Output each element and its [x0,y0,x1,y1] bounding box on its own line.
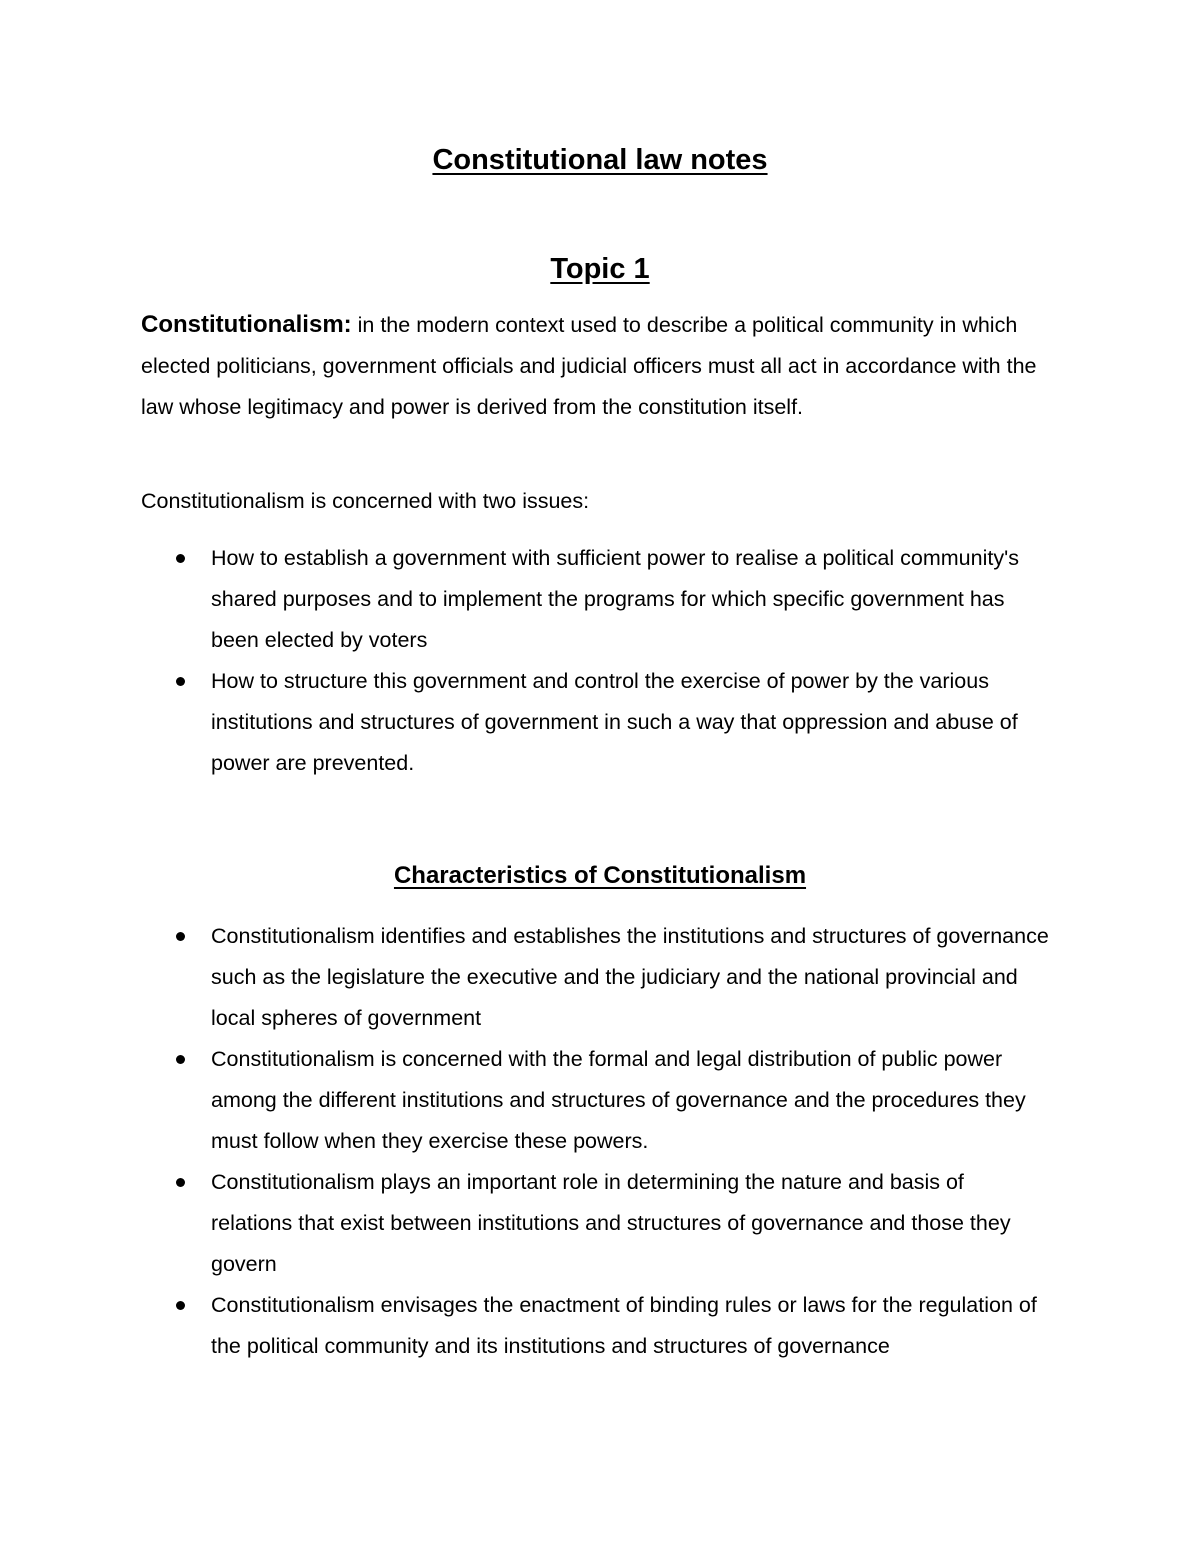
list-item-text: Constitutionalism plays an important role in determining the nature and basis of relations that exist between institutions and structures of governance and those they govern [211,1170,1011,1276]
characteristics-heading: Characteristics of Constitutionalism [393,862,807,889]
definition-text: in the modern context used to describe a political community in which elected politicians, government officials and judicial officers must all act in accordance with the law whose legitimacy and power is derived from the constitution itself. [141,313,1037,419]
list-item [141,661,1051,784]
characteristics-list [141,916,1051,1367]
topic-heading: Topic 1 [550,253,650,285]
bullet-icon [176,1055,185,1064]
list-item [141,538,1051,661]
list-item [141,1285,1051,1367]
list-item-text: Constitutionalism identifies and establishes the institutions and structures of governance such as the legislature the executive and the judiciary and the national provincial and local spheres of government [211,924,1049,1030]
list-item-text: Constitutionalism is concerned with the formal and legal distribution of public power among the different institutions and structures of governance and the procedures they must follow when they exercise these powers. [211,1047,1026,1153]
intro-paragraph: Constitutionalism is concerned with two issues: [141,489,590,513]
list-item [141,1039,1051,1162]
list-item-text: Constitutionalism envisages the enactment of binding rules or laws for the regulation of the political community and its institutions and structures of governance [211,1293,1037,1358]
list-item-text: How to establish a government with sufficient power to realise a political community's shared purposes and to implement the programs for which specific government has been elected by voters [211,546,1019,652]
bullet-icon [176,1301,185,1310]
list-item [141,916,1051,1039]
bullet-icon [176,677,185,686]
list-item [141,1162,1051,1285]
definition-paragraph [141,304,1046,428]
document-title: Constitutional law notes [432,144,768,176]
bullet-icon [176,932,185,941]
issues-list [141,538,1051,784]
bullet-icon [176,1178,185,1187]
list-item-text: How to structure this government and control the exercise of power by the various institutions and structures of government in such a way that oppression and abuse of power are prevented. [211,669,1018,775]
definition-term: Constitutionalism: [141,311,352,338]
bullet-icon [176,554,185,563]
